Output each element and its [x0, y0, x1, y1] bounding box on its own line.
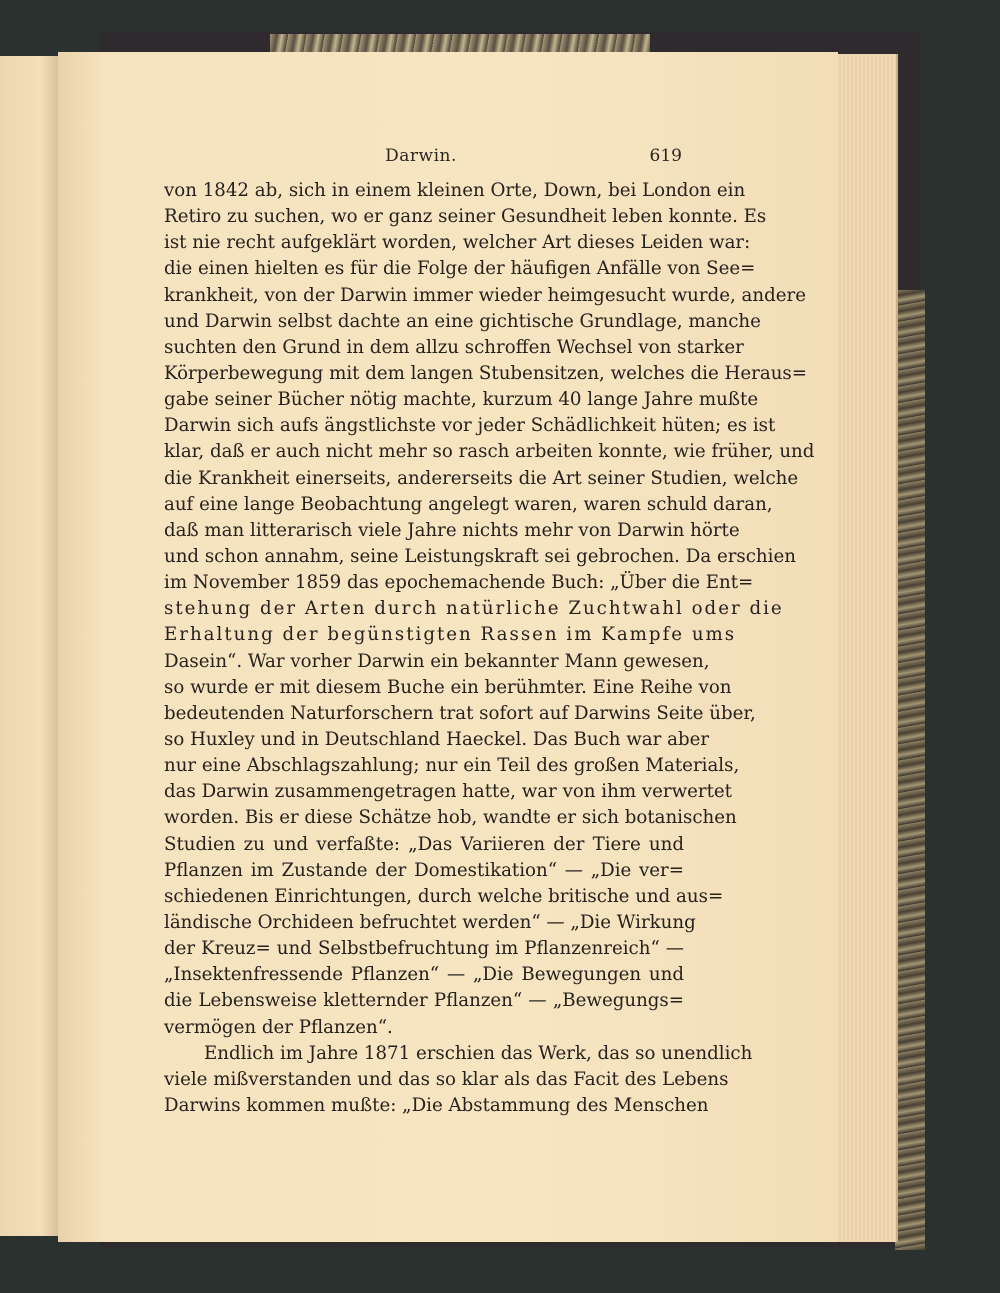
text-line: und schon annahm, seine Leistungskraft sei gebrochen. Da erschien [164, 545, 796, 567]
text-line: Darwin sich aufs ängstlichste vor jeder Schädlichkeit hüten; es ist [164, 415, 776, 437]
text-line: bedeutenden Naturforschern trat sofort auf Darwins Seite über, [164, 702, 756, 724]
text-line: auf eine lange Beobachtung angelegt waren, waren schuld daran, [164, 493, 773, 515]
text-line: von 1842 ab, sich in einem kleinen Orte, Down, bei London ein [164, 180, 746, 201]
page-stack [830, 54, 898, 1242]
text-line: so wurde er mit diesem Buche ein berühmter. Eine Reihe von [164, 676, 732, 698]
text-line: Erhaltung der begünstigten Rassen im Kampfe ums [164, 624, 737, 646]
text-line: Studien zu und verfaßte: „Das Variieren der Tiere und [164, 833, 684, 855]
body-text [164, 178, 815, 1119]
text-line: ist nie recht aufgeklärt worden, welcher Art dieses Leiden war: [164, 232, 751, 254]
text-line: stehung der Arten durch natürliche Zuchtwahl oder die [164, 598, 784, 620]
text-line: die Lebensweise kletternder Pflanzen“ — „Bewegungs= [164, 990, 684, 1012]
text-line: so Huxley und in Deutschland Haeckel. Das Buch war aber [164, 728, 710, 750]
text-line: Dasein“. War vorher Darwin ein bekannter Mann gewesen, [164, 650, 710, 672]
text-line: gabe seiner Bücher nötig machte, kurzum 40 lange Jahre mußte [164, 389, 759, 411]
text-line: Endlich im Jahre 1871 erschien das Werk, das so unendlich [204, 1042, 753, 1064]
text-line: schiedenen Einrichtungen, durch welche britische und aus= [164, 885, 724, 907]
text-line: Darwins kommen mußte: „Die Abstammung des Menschen [164, 1094, 709, 1116]
text-line: das Darwin zusammengetragen hatte, war von ihm verwertet [164, 781, 732, 803]
page-header [160, 146, 682, 170]
text-line: Pflanzen im Zustande der Domestikation“ — „Die ver= [164, 859, 684, 881]
text-line: nur eine Abschlagszahlung; nur ein Teil des großen Materials, [164, 755, 740, 777]
text-line: der Kreuz= und Selbstbefruchtung im Pflanzenreich“ — [164, 938, 684, 960]
text-line: suchten den Grund in dem allzu schroffen Wechsel von starker [164, 336, 744, 358]
text-line: die Krankheit einerseits, andererseits die Art seiner Studien, welche [164, 467, 799, 489]
text-line: im November 1859 das epochemachende Buch: „Über die Ent= [164, 572, 754, 594]
text-line: Retiro zu suchen, wo er ganz seiner Gesundheit leben konnte. Es [164, 206, 767, 228]
text-line: ländische Orchideen befruchtet werden“ — „Die Wirkung [164, 911, 696, 933]
marbled-edge-right [895, 290, 925, 1250]
text-line: klar, daß er auch nicht mehr so rasch arbeiten konnte, wie früher, und [164, 441, 815, 463]
text-line: „Insektenfressende Pflanzen“ — „Die Bewegungen und [164, 964, 684, 986]
running-title: Darwin. [385, 146, 457, 166]
text-line: worden. Bis er diese Schätze hob, wandte er sich botanischen [164, 807, 737, 829]
text-line: die einen hielten es für die Folge der häufigen Anfälle von See= [164, 258, 756, 280]
text-line: und Darwin selbst dachte an eine gichtische Grundlage, manche [164, 310, 761, 332]
page-number: 619 [649, 146, 682, 166]
text-line: vermögen der Pflanzen“. [164, 1016, 393, 1038]
text-line: Körperbewegung mit dem langen Stubensitzen, welches die Heraus= [164, 362, 807, 384]
text-line: viele mißverstanden und das so klar als das Facit des Lebens [164, 1068, 729, 1090]
text-line: daß man litterarisch viele Jahre nichts mehr von Darwin hörte [164, 519, 740, 541]
text-line: krankheit, von der Darwin immer wieder heimgesucht wurde, andere [164, 284, 806, 306]
left-page-edge [0, 56, 58, 1236]
